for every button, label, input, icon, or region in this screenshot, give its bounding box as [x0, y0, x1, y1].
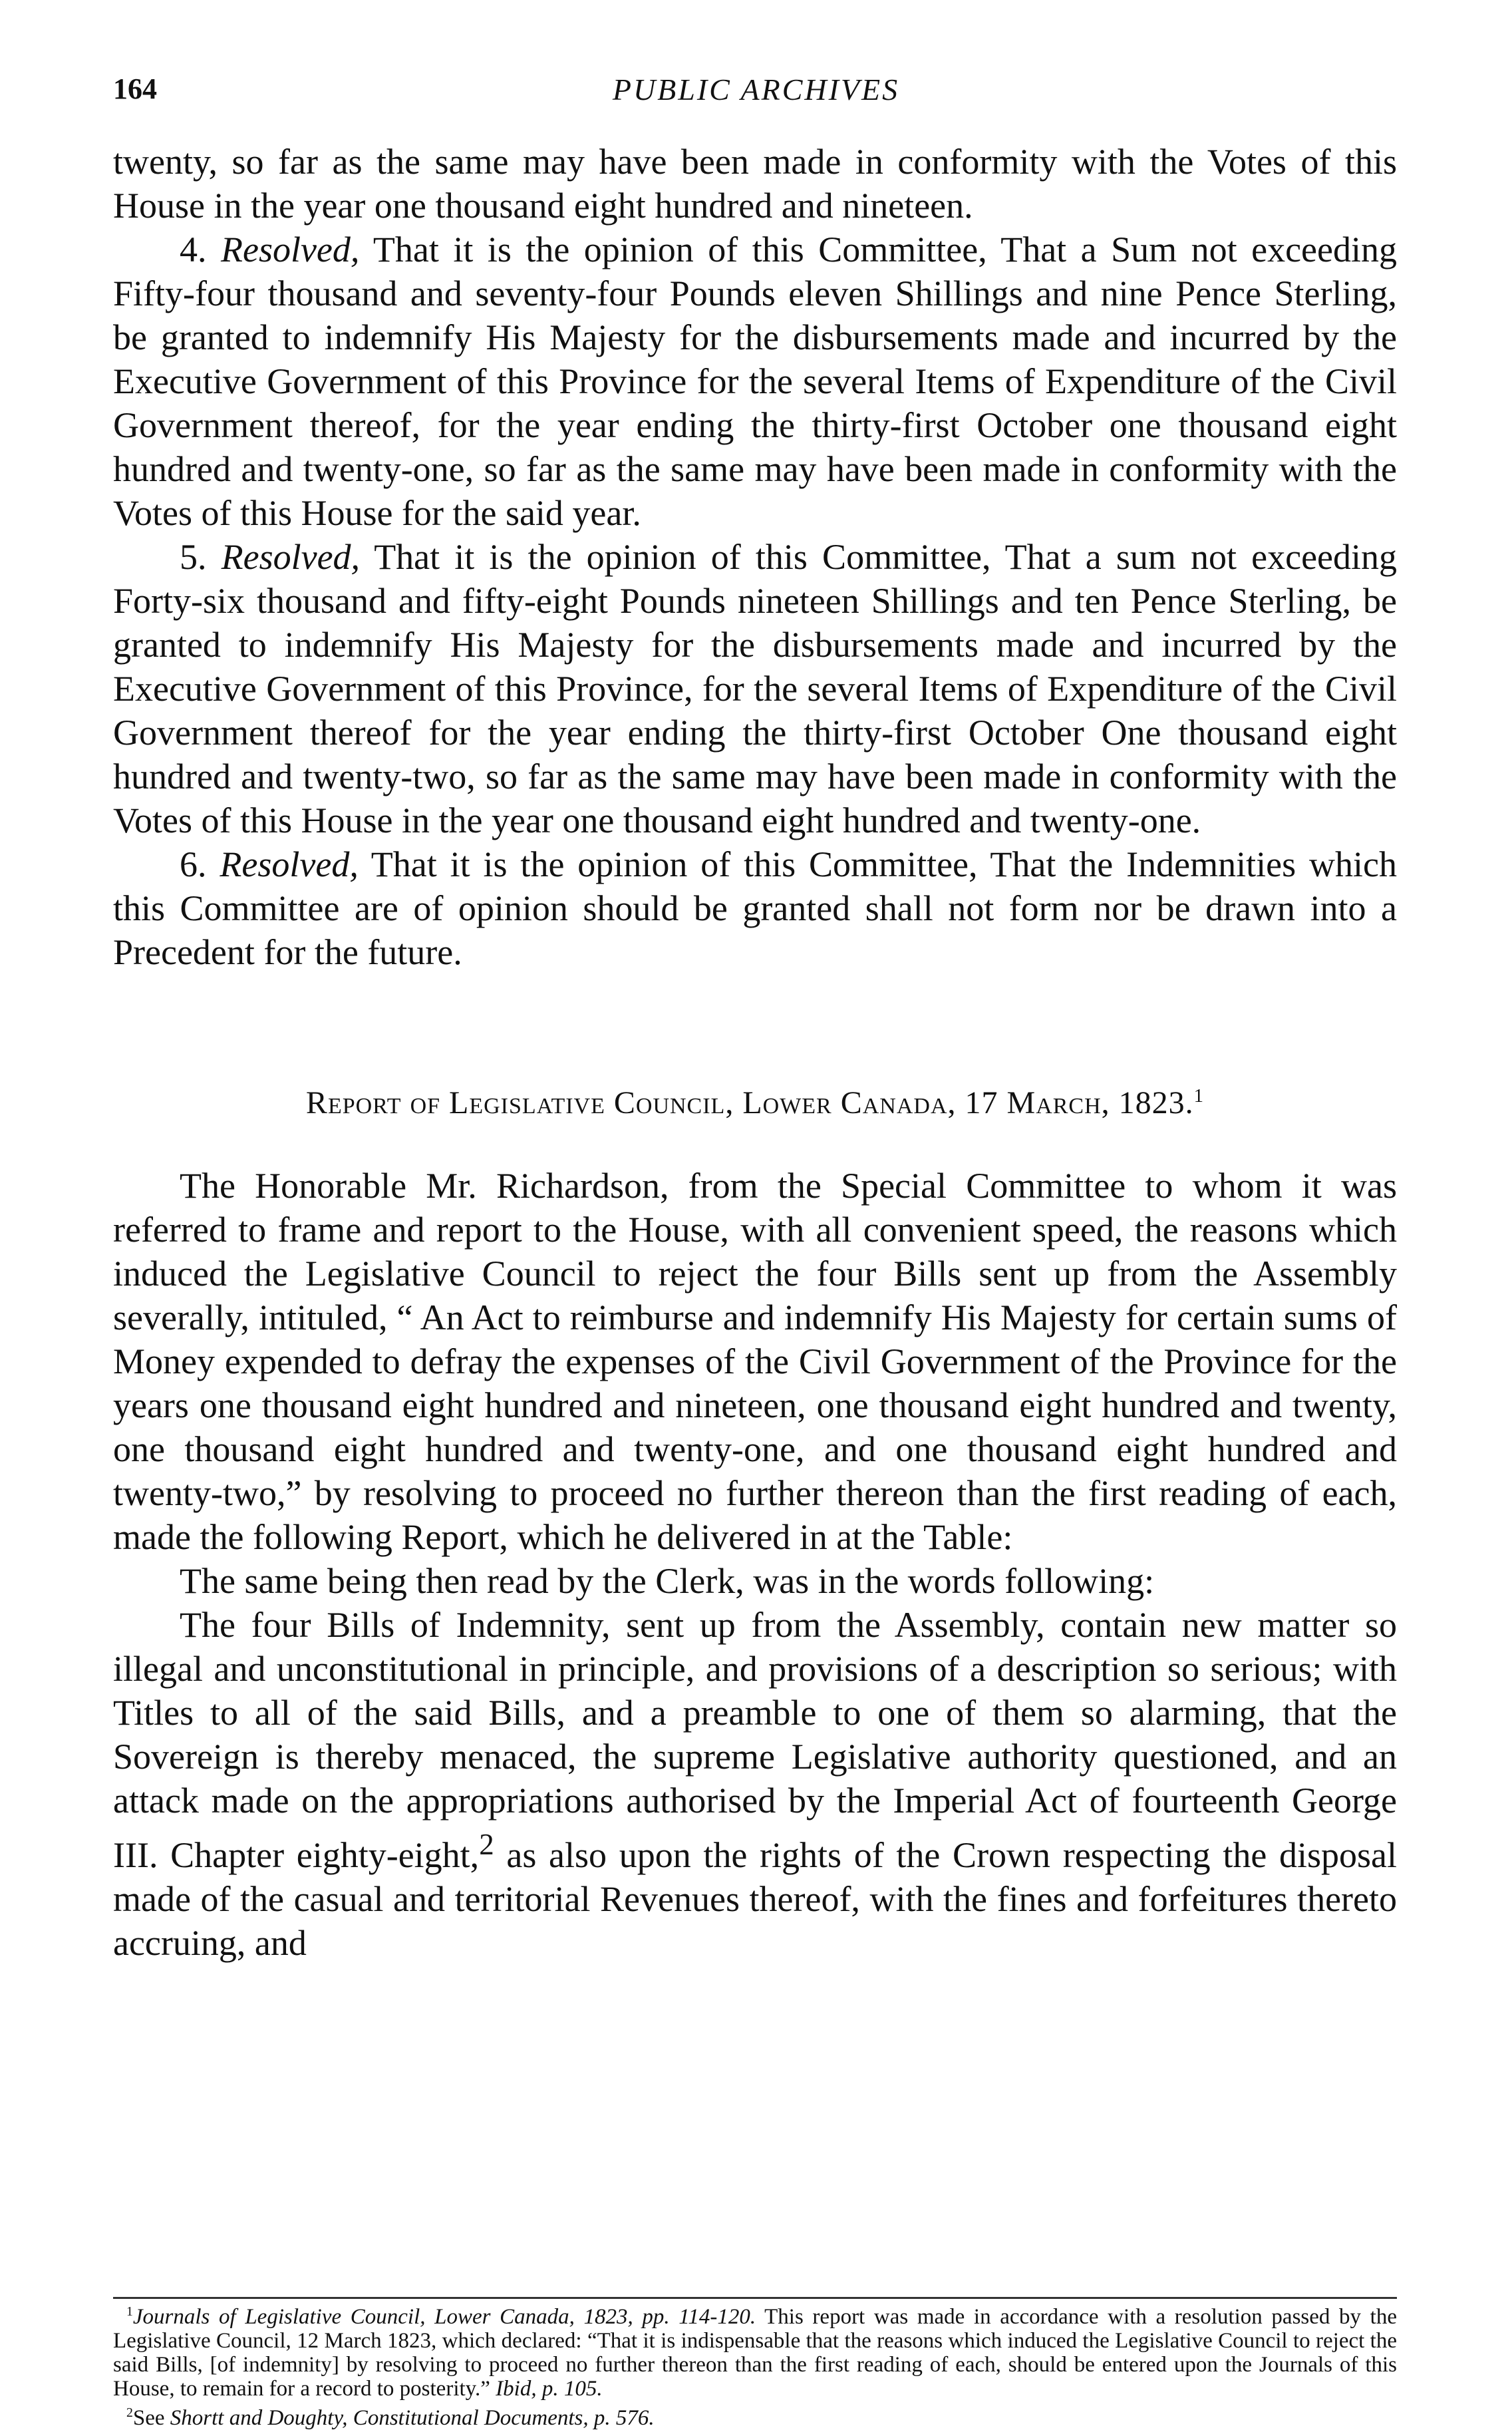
running-head: PUBLIC ARCHIVES	[612, 73, 900, 106]
footnote-text: This report was made in accordance with a resolution passed by the Legislative Council, 12 March 1823, which declared: “That it is indispensable that the reasons which induced the Legislative Council to reject the said Bills, [of indemnity] by resolving to proceed no further thereon than the first reading of each, should be entered upon the Journals of this House, to remain for a record to posterity.”	[113, 2305, 1397, 2401]
footnote-2	[113, 2401, 1397, 2430]
footnote-citation: Shortt and Doughty, Constitutional Documents, p. 576.	[170, 2406, 655, 2430]
paragraph-text: twenty, so far as the same may have been made in conformity with the Votes of this House in the year one thousand eight hundred and nineteen.	[113, 142, 1397, 226]
report-text: The Honorable Mr. Richardson, from the Special Committee to whom it was referred to frame and report to the House, with all convenient speed, the reasons which induced the Legislative Council to reject the four Bills sent up from the Assembly severally, intituled, “ An Act to reimburse and indemnify His Majesty for certain sums of Money expended to defray the expenses of the Civil Government of the Province for the years one thousand eight hundred and nineteen, one thousand eight hundred and twenty, one thousand eight hundred and twenty-one, and one thousand eight hundred and twenty-two,” by resolving to proceed no further thereon than the first reading of each, made the following Report, which he delivered in at the Table:	[113, 1166, 1397, 1557]
footnote-prefix: See	[132, 2406, 170, 2430]
section-title-text: Report of Legislative Council, Lower Canada, 17 March, 1823.	[305, 1085, 1194, 1121]
resolution-lead: Resolved,	[221, 537, 361, 577]
resolution-4	[113, 228, 1397, 535]
footnote-mark: 1	[126, 2304, 133, 2319]
footnotes	[113, 2300, 1397, 2430]
footnote-mark: 2	[126, 2405, 133, 2420]
report-paragraph	[113, 1559, 1397, 1603]
footnote-citation: Journals of Legislative Council, Lower Canada, 1823, pp. 114-120.	[132, 2305, 756, 2329]
report-text: The four Bills of Indemnity, sent up from the Assembly, contain new matter so illegal and unconstitutional in principle, and provisions of a description so serious; with Titles to all of the said Bills, and a preamble to one of them so alarming, that the Sovereign is thereby menaced, the supreme Legislative authority questioned, and an attack made on the appropriations authorised by the Imperial Act of fourteenth George III. Chapter eighty-eight,	[113, 1605, 1397, 1875]
page-header	[113, 72, 1399, 114]
body-text	[113, 140, 1397, 1965]
paragraph-continuation	[113, 140, 1397, 228]
footnote-ref-1: 1	[1193, 1085, 1205, 1107]
page-number: 164	[113, 73, 157, 105]
section-title	[113, 1074, 1397, 1125]
report-paragraph	[113, 1164, 1397, 1559]
report-paragraph	[113, 1603, 1397, 1965]
resolution-lead: Resolved,	[220, 844, 359, 884]
resolution-number: 5.	[180, 537, 207, 577]
footnote-1	[113, 2300, 1397, 2401]
report-text: The same being then read by the Clerk, was in the words following:	[180, 1561, 1155, 1601]
resolution-lead: Resolved,	[220, 230, 360, 269]
resolution-text: That it is the opinion of this Committee, That a sum not exceeding Forty-six thousand and fifty-eight Pounds nineteen Shillings and ten Pence Sterling, be granted to indemnify His Majesty for the disbursements made and incurred by the Executive Government of this Province, for the several Items of Expenditure of the Civil Government thereof for the year ending the thirty-first October One thousand eight hundred and twenty-two, so far as the same may have been made in conformity with the Votes of this House in the year one thousand eight hundred and twenty-one.	[113, 537, 1398, 840]
resolution-6	[113, 842, 1397, 974]
footnote-ref-2: 2	[479, 1828, 494, 1861]
resolution-text: That it is the opinion of this Committee, That a Sum not exceeding Fifty-four thousand and seventy-four Pounds eleven Shillings and nine Pence Sterling, be granted to indemnify His Majesty for the disbursements made and incurred by the Executive Government of this Province for the several Items of Expenditure of the Civil Government thereof, for the year ending the thirty-first October one thousand eight hundred and twenty-one, so far as the same may have been made in conformity with the Votes of this House for the said year.	[113, 230, 1397, 533]
footnote-ibid: Ibid, p. 105.	[496, 2377, 603, 2401]
resolution-text: That it is the opinion of this Committee, That the Indemnities which this Committee are of opinion should be granted shall not form nor be drawn into a Precedent for the future.	[113, 844, 1397, 972]
resolution-number: 4.	[180, 230, 207, 269]
resolution-5	[113, 535, 1397, 842]
footnote-divider	[113, 2297, 1397, 2299]
resolution-number: 6.	[180, 844, 207, 884]
report-text: as also upon the rights of the Crown respecting the disposal made of the casual and territorial Revenues thereof, with the fines and forfeitures thereto accruing, and	[113, 1835, 1397, 1963]
